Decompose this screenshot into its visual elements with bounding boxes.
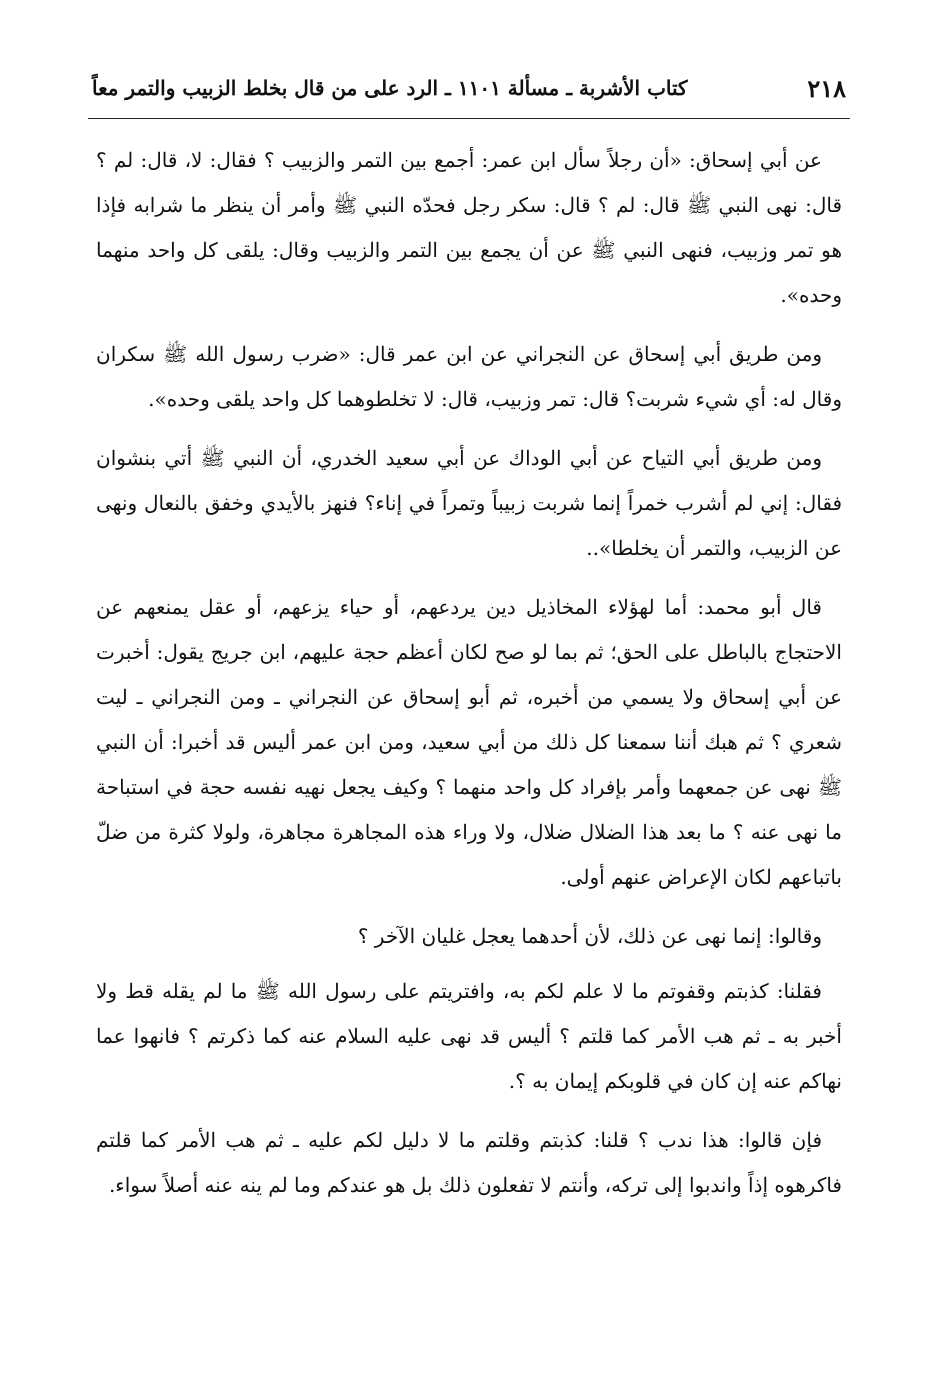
paragraph: فقلنا: كذبتم وقفوتم ما لا علم لكم به، وافتريتم على رسول الله ﷺ ما لم يقله قط ولا أخبر به ـ ثم هب الأمر كما قلتم ؟ أليس قد نهى عليه السلام عنه كما ذكرتم ؟ فانهوا عما نهاكم عنه إن كان في قلوبكم إيمان به ؟. bbox=[96, 979, 842, 1093]
running-title: كتاب الأشربة ـ مسألة ١١٠١ ـ الرد على من قال بخلط الزبيب والتمر معاً bbox=[92, 76, 688, 100]
paragraph: وقالوا: إنما نهى عن ذلك، لأن أحدهما يعجل غليان الآخر ؟ bbox=[357, 924, 822, 948]
paragraph: ومن طريق أبي إسحاق عن النجراني عن ابن عمر قال: «ضرب رسول الله ﷺ سكران وقال له: أي شيء شربت؟ قال: تمر وزبيب، قال: لا تخلطوهما كل واحد يلقى وحده». bbox=[96, 342, 842, 411]
paragraph: عن أبي إسحاق: «أن رجلاً سأل ابن عمر: أجمع بين التمر والزبيب ؟ فقال: لا، قال: لم ؟ قال: نهى النبي ﷺ قال: لم ؟ قال: سكر رجل فحدّه النبي ﷺ وأمر أن ينظر ما شرابه فإذا هو تمر وزبيب، فنهى النبي ﷺ عن أن يجمع بين التمر والزبيب وقال: يلقى كل واحد منهما وحده». bbox=[96, 148, 842, 307]
page-header bbox=[92, 66, 846, 110]
paragraph: ومن طريق أبي التياح عن أبي الوداك عن أبي سعيد الخدري، أن النبي ﷺ أتي بنشوان فقال: إني لم أشرب خمراً إنما شربت زبيباً وتمراً في إناء؟ فنهز بالأيدي وخفق بالنعال ونهى عن الزبيب، والتمر أن يخلطا».. bbox=[96, 446, 842, 560]
page-number: ٢١٨ bbox=[807, 73, 846, 103]
header-divider bbox=[88, 118, 850, 119]
page-body bbox=[96, 138, 842, 1222]
paragraph: قال أبو محمد: أما لهؤلاء المخاذيل دين يردعهم، أو حياء يزعهم، أو عقل يمنعهم عن الاحتجاج بالباطل على الحق؛ ثم بما لو صح لكان أعظم حجة عليهم، ابن جريج يقول: أخبرت عن أبي إسحاق ولا يسمي من أخبره، ثم أبو إسحاق عن النجراني ـ ومن النجراني ـ ليت شعري ؟ ثم هبك أننا سمعنا كل ذلك من أبي سعيد، ومن ابن عمر أليس قد أخبرا: أن النبي ﷺ نهى عن جمعهما وأمر بإفراد كل واحد منهما ؟ وكيف يجعل نهيه نفسه حجة في استباحة ما نهى عنه ؟ ما بعد هذا الضلال ضلال، ولا وراء هذه المجاهرة مجاهرة، ولولا كثرة من ضلّ باتباعهم لكان الإعراض عنهم أولى. bbox=[96, 595, 842, 889]
paragraph: فإن قالوا: هذا ندب ؟ قلنا: كذبتم وقلتم ما لا دليل لكم عليه ـ ثم هب الأمر كما قلتم فاكرهوه إذاً واندبوا إلى تركه، وأنتم لا تفعلون ذلك بل هو عندكم وما لم ينه عنه أصلاً سواء. bbox=[96, 1128, 842, 1197]
